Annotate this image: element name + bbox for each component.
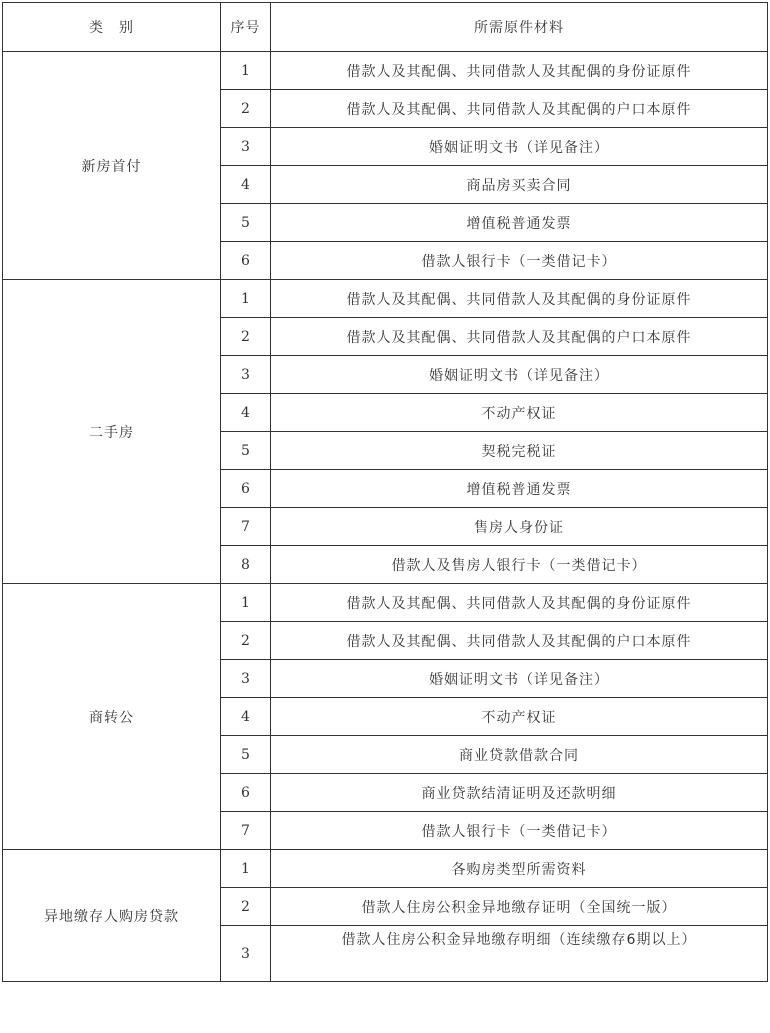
item-material: 增值税普通发票	[271, 470, 768, 508]
item-number: 1	[221, 280, 271, 318]
item-material: 不动产权证	[271, 394, 768, 432]
item-material: 商业贷款借款合同	[271, 736, 768, 774]
item-number: 5	[221, 204, 271, 242]
item-number: 6	[221, 242, 271, 280]
item-material: 借款人银行卡（一类借记卡）	[271, 812, 768, 850]
item-number: 5	[221, 432, 271, 470]
item-number: 4	[221, 166, 271, 204]
table-row	[3, 850, 768, 888]
item-material: 借款人及其配偶、共同借款人及其配偶的身份证原件	[271, 584, 768, 622]
item-material: 婚姻证明文书（详见备注）	[271, 128, 768, 166]
item-material: 婚姻证明文书（详见备注）	[271, 356, 768, 394]
item-number: 4	[221, 698, 271, 736]
item-number: 1	[221, 850, 271, 888]
item-material: 商业贷款结清证明及还款明细	[271, 774, 768, 812]
item-number: 2	[221, 90, 271, 128]
table-body	[3, 52, 768, 982]
item-number: 1	[221, 52, 271, 90]
item-material: 商品房买卖合同	[271, 166, 768, 204]
item-number: 1	[221, 584, 271, 622]
category-cell: 异地缴存人购房贷款	[3, 850, 221, 982]
item-material: 借款人住房公积金异地缴存证明（全国统一版）	[271, 888, 768, 926]
item-material: 各购房类型所需资料	[271, 850, 768, 888]
category-cell: 新房首付	[3, 52, 221, 280]
item-number: 7	[221, 812, 271, 850]
materials-table	[2, 2, 768, 982]
item-material: 借款人及售房人银行卡（一类借记卡）	[271, 546, 768, 584]
item-number: 7	[221, 508, 271, 546]
item-material: 借款人住房公积金异地缴存明细（连续缴存6期以上）	[271, 926, 768, 982]
item-material: 借款人银行卡（一类借记卡）	[271, 242, 768, 280]
header-number: 序号	[221, 3, 271, 52]
table-row	[3, 52, 768, 90]
item-material: 借款人及其配偶、共同借款人及其配偶的户口本原件	[271, 318, 768, 356]
item-material: 售房人身份证	[271, 508, 768, 546]
header-category: 类 别	[3, 3, 221, 52]
item-number: 6	[221, 470, 271, 508]
item-number: 4	[221, 394, 271, 432]
item-number: 3	[221, 926, 271, 982]
item-material: 契税完税证	[271, 432, 768, 470]
category-cell: 商转公	[3, 584, 221, 850]
table-row	[3, 584, 768, 622]
item-material: 不动产权证	[271, 698, 768, 736]
item-number: 3	[221, 128, 271, 166]
item-number: 6	[221, 774, 271, 812]
item-material: 借款人及其配偶、共同借款人及其配偶的身份证原件	[271, 52, 768, 90]
item-material: 借款人及其配偶、共同借款人及其配偶的户口本原件	[271, 622, 768, 660]
table-row	[3, 280, 768, 318]
header-materials: 所需原件材料	[271, 3, 768, 52]
category-cell: 二手房	[3, 280, 221, 584]
item-number: 3	[221, 356, 271, 394]
item-material: 增值税普通发票	[271, 204, 768, 242]
item-number: 3	[221, 660, 271, 698]
item-material: 借款人及其配偶、共同借款人及其配偶的身份证原件	[271, 280, 768, 318]
item-number: 2	[221, 888, 271, 926]
item-number: 8	[221, 546, 271, 584]
header-row	[3, 3, 768, 52]
item-number: 2	[221, 622, 271, 660]
item-number: 2	[221, 318, 271, 356]
item-number: 5	[221, 736, 271, 774]
item-material: 婚姻证明文书（详见备注）	[271, 660, 768, 698]
item-material: 借款人及其配偶、共同借款人及其配偶的户口本原件	[271, 90, 768, 128]
